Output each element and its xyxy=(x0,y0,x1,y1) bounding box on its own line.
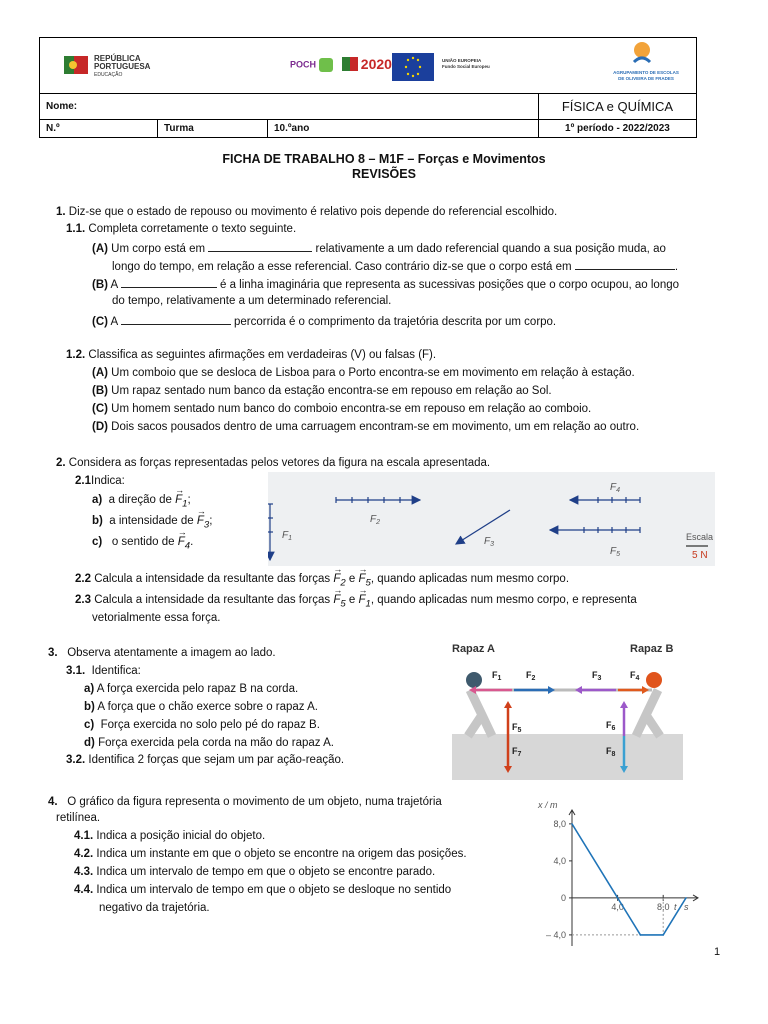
y-tick-label: 0 xyxy=(560,892,566,903)
q3-stem: 3. Observa atentamente a imagem ao lado. xyxy=(48,647,276,659)
f5-label: $F_5$ xyxy=(610,546,621,558)
q4-stem-line1: 4. O gráfico da figura representa o movimento de um objeto, numa trajetória xyxy=(48,796,442,808)
ano-label: 10.ºano xyxy=(274,123,310,134)
data-point xyxy=(640,934,642,936)
eu-flag-icon xyxy=(392,53,434,81)
q1-2-item-b: (B) Um rapaz sentado num banco da estação encontra-se em repouso em relação ao Sol. xyxy=(92,385,552,397)
x-tick-label: 8,0 xyxy=(656,901,670,912)
svg-text:F8: $F_8$ xyxy=(606,746,616,758)
y-axis-label: x / m xyxy=(538,800,558,810)
data-point xyxy=(662,934,664,936)
portugal2020-logo: 2020 xyxy=(342,56,392,72)
republica-flag-icon xyxy=(64,56,88,74)
header-table xyxy=(39,37,697,138)
blank-c[interactable] xyxy=(121,314,231,325)
subject-title: FÍSICA e QUÍMICA xyxy=(561,99,674,114)
nome-label: Nome: xyxy=(46,101,78,112)
series-line xyxy=(572,824,686,935)
logos-row xyxy=(40,38,697,94)
republica-logo: REPÚBLICA PORTUGUESA EDUCAÇÃO xyxy=(94,54,151,78)
q2-stem: 2. Considera as forças representadas pelos vetores da figura na escala apresentada. xyxy=(56,457,491,469)
q1-2-item-c: (C) Um homem sentado num banco do comboio encontra-se em repouso em relação ao comboio. xyxy=(92,403,592,415)
q4-3: 4.3. Indica um intervalo de tempo em que o objeto se encontre parado. xyxy=(74,866,436,878)
f1-label: $F_1$ xyxy=(282,530,293,542)
data-point xyxy=(571,823,573,825)
scale-value: 5 N xyxy=(692,550,708,561)
vectors-figure xyxy=(268,472,715,566)
q2-3-line1: 2.3 Calcula a intensidade da resultante das forças → $F_5$ $e \to F_1$, quando aplicadas num mesmo corpo, e representa xyxy=(75,594,637,609)
svg-text:F7: $F_7$ xyxy=(512,746,522,758)
school-logo-text: AGRUPAMENTO DE ESCOLAS DE OLIVEIRA DE FRADES xyxy=(613,70,679,81)
q3-1-a: a) A força exercida pelo rapaz B na corda. xyxy=(84,683,299,695)
f3-label: $F_3$ xyxy=(484,536,495,548)
q2-1-stem: 2.1Indica: xyxy=(75,475,125,487)
page-number: 1 xyxy=(714,946,721,958)
q2-1-a: a) a direção de → $F_1$; xyxy=(92,494,191,509)
eu-logo-text: UNIÃO EUROPEIA Fundo Social Europeu xyxy=(442,58,490,69)
q1-2-item-a: (A) Um comboio que se desloca de Lisboa para o Porto encontra-se em movimento em relação à estação. xyxy=(92,367,635,379)
subject-cell xyxy=(538,94,696,120)
nome-cell[interactable] xyxy=(40,94,539,120)
q2-1-b: b) a intensidade de → $F_3$; xyxy=(92,515,212,530)
q1-1-a-line1: (A) Um corpo está em relativamente a um dado referencial quando a sua posição muda, ao xyxy=(92,243,666,255)
svg-text:F4: $F_4$ xyxy=(630,670,640,682)
ano-cell xyxy=(268,120,539,138)
scale-label: Escala xyxy=(686,532,714,542)
numero-cell[interactable] xyxy=(40,120,158,138)
school-logo-icon xyxy=(628,40,656,68)
blank-a1[interactable] xyxy=(208,241,312,252)
svg-text:F2: $F_2$ xyxy=(526,670,536,682)
worksheet-subtitle: REVISÕES xyxy=(352,167,416,181)
q1-1-stem: 1.1. Completa corretamente o texto seguinte. xyxy=(66,223,297,235)
svg-text:F5: $F_5$ xyxy=(512,722,522,734)
rapaz-b-label: Rapaz B xyxy=(630,643,674,655)
blank-b[interactable] xyxy=(121,277,217,288)
y-tick-label: 8,0 xyxy=(553,818,566,829)
q2-2: 2.2 Calcula a intensidade da resultante das forças → $F_2$ $e \to F_5$, quando aplicadas num mesmo corpo. xyxy=(75,573,569,588)
q3-1-c: c) Força exercida no solo pelo pé do rapaz B. xyxy=(84,719,320,731)
data-point xyxy=(617,897,619,899)
q1-1-b-line1: (B) A é a linha imaginária que representa as sucessivas posições que o corpo ocupou, ao longo xyxy=(92,279,680,291)
worksheet-title: FICHA DE TRABALHO 8 – M1F – Forças e Movimentos xyxy=(222,152,546,166)
q2-3-line2: vetorialmente essa força. xyxy=(92,612,221,624)
q2-1-c: c) o sentido de → $F_4$. xyxy=(92,536,193,551)
numero-label: N.º xyxy=(46,123,60,134)
q1-1-c-line: (C) A percorrida é o comprimento da trajetória descrita por um corpo. xyxy=(92,316,557,328)
svg-text:F6: $F_6$ xyxy=(606,720,616,732)
q1-2-stem: 1.2. Classifica as seguintes afirmações em verdadeiras (V) ou falsas (F). xyxy=(66,349,437,361)
q1-stem: 1. Diz-se que o estado de repouso ou movimento é relativo pois depende do referencial escolhido. xyxy=(56,206,558,218)
q4-stem-line2: retilínea. xyxy=(56,812,101,824)
turma-cell[interactable] xyxy=(158,120,268,138)
turma-label: Turma xyxy=(164,123,194,134)
poch-logo: POCH xyxy=(290,58,333,72)
q4-4: 4.4. Indica um intervalo de tempo em que o objeto se desloque no sentido xyxy=(74,884,452,896)
svg-text:F3: $F_3$ xyxy=(592,670,602,682)
x-axis-label: t / s xyxy=(674,901,689,912)
q1-1-b-line2: do tempo, relativamente a um determinado referencial. xyxy=(112,295,392,307)
x-tick-label: 4,0 xyxy=(611,901,624,912)
q1-2-item-d: (D) Dois sacos pousados dentro de uma carruagem encontram-se em movimento, um em relação ao outro. xyxy=(92,421,640,433)
q3-1-d: d) Força exercida pela corda na mão do rapaz A. xyxy=(84,737,334,749)
q4-1: 4.1. Indica a posição inicial do objeto. xyxy=(74,830,266,842)
svg-text:F1: $F_1$ xyxy=(492,670,502,682)
position-time-chart xyxy=(530,796,710,956)
y-tick-label: 4,0 xyxy=(553,855,566,866)
q3-2: 3.2. Identifica 2 forças que sejam um par ação-reação. xyxy=(66,754,345,766)
q4-2: 4.2. Indica um instante em que o objeto se encontre na origem das posições. xyxy=(74,848,467,860)
rapaz-a-label: Rapaz A xyxy=(452,643,495,655)
periodo-cell xyxy=(538,120,696,138)
q4-4-cont: negativo da trajetória. xyxy=(99,902,210,914)
y-tick-label: – 4,0 xyxy=(545,929,566,940)
q1-1-a-line2: longo do tempo, em relação a esse referencial. Caso contrário diz-se que o corpo está em . xyxy=(112,261,679,273)
q3-1-b: b) A força que o chão exerce sobre o rapaz A. xyxy=(84,701,318,713)
tug-of-war-figure xyxy=(452,640,683,780)
blank-a2[interactable] xyxy=(575,259,675,270)
data-point xyxy=(685,897,687,899)
periodo-label: 1º período - 2022/2023 xyxy=(565,123,670,134)
f4-label: $F_4$ xyxy=(610,482,621,494)
f2-label: $F_2$ xyxy=(370,514,381,526)
q3-1-stem: 3.1. Identifica: xyxy=(66,665,141,677)
